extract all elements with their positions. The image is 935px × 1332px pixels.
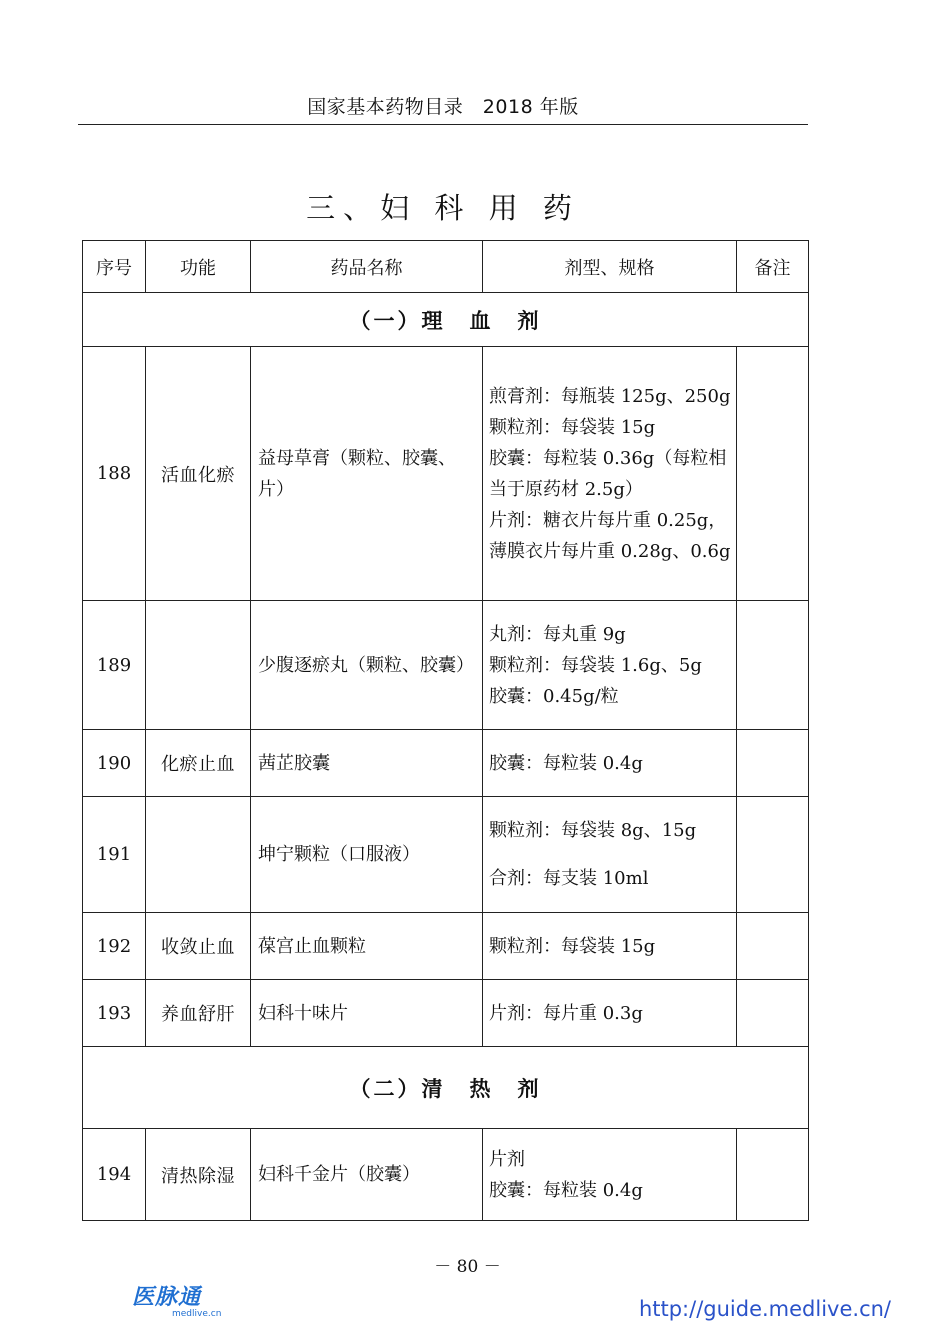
row-note [737, 730, 809, 797]
row-function [146, 601, 251, 730]
column-header-remarks: 备注 [737, 241, 809, 293]
row-spec [483, 730, 737, 797]
row-number: 189 [83, 601, 146, 730]
header-divider [78, 124, 808, 125]
row-drug-name: 坤宁颗粒（口服液） [251, 797, 483, 913]
column-header-number: 序号 [83, 241, 146, 293]
row-note [737, 601, 809, 730]
table-row [83, 797, 809, 913]
row-note [737, 913, 809, 980]
page-number: － 80 － [434, 1257, 501, 1277]
column-header-function: 功能 [146, 241, 251, 293]
row-spec [483, 601, 737, 730]
row-number: 192 [83, 913, 146, 980]
spec-line: 胶囊：每粒装 0.4g [489, 1179, 643, 1201]
row-function: 活血化瘀 [146, 347, 251, 601]
spec-line: 胶囊：每粒装 0.4g [489, 752, 643, 774]
row-number: 191 [83, 797, 146, 913]
column-header-dosage-spec: 剂型、规格 [483, 241, 737, 293]
table-row [83, 601, 809, 730]
row-spec [483, 913, 737, 980]
medlive-logo [132, 1280, 252, 1324]
table-row [83, 980, 809, 1047]
row-drug-name: 茜芷胶囊 [251, 730, 483, 797]
spec-line: 丸剂：每丸重 9g [489, 623, 626, 645]
spec-line: 颗粒剂：每袋装 15g [489, 935, 656, 957]
row-number: 190 [83, 730, 146, 797]
spec-line: 胶囊：0.45g/粒 [489, 685, 619, 707]
row-drug-name: 妇科千金片（胶囊） [251, 1129, 483, 1221]
spec-line: 颗粒剂：每袋装 1.6g、5g [489, 654, 702, 676]
spec-line: 片剂：每片重 0.3g [489, 1002, 643, 1024]
table-row [83, 730, 809, 797]
table-row [83, 913, 809, 980]
row-drug-name: 益母草膏（颗粒、胶囊、片） [251, 347, 483, 601]
row-note [737, 797, 809, 913]
row-note [737, 980, 809, 1047]
spec-line: 颗粒剂：每袋装 8g、15g [489, 820, 697, 841]
row-function: 养血舒肝 [146, 980, 251, 1047]
spec-line: 煎膏剂：每瓶装 125g、250g [489, 385, 731, 407]
row-drug-name: 少腹逐瘀丸（颗粒、胶囊） [251, 601, 483, 730]
row-function: 化瘀止血 [146, 730, 251, 797]
group-row [83, 1047, 809, 1129]
row-note [737, 347, 809, 601]
table-row [83, 1129, 809, 1221]
spec-line: 颗粒剂：每袋装 15g [489, 416, 656, 438]
row-function [146, 797, 251, 913]
row-function: 清热除湿 [146, 1129, 251, 1221]
document-header: 国家基本药物目录 2018 年版 [307, 96, 579, 118]
drug-table [82, 240, 809, 1221]
group-row [83, 293, 809, 347]
row-number: 188 [83, 347, 146, 601]
footer-url-link[interactable]: http://guide.medlive.cn/ [638, 1297, 891, 1321]
row-note [737, 1129, 809, 1221]
spec-line: 合剂：每支装 10ml [489, 868, 649, 889]
row-spec [483, 797, 737, 913]
row-drug-name: 葆宫止血颗粒 [251, 913, 483, 980]
spec-line: 片剂：糖衣片每片重 0.25g，薄膜衣片每片重 0.28g、0.6g [489, 509, 731, 562]
row-function: 收敛止血 [146, 913, 251, 980]
column-header-drug-name: 药品名称 [251, 241, 483, 293]
spec-line: 片剂 [489, 1148, 525, 1170]
group-heading-blood-regulating: （一）理 血 剂 [83, 293, 809, 347]
row-spec [483, 1129, 737, 1221]
row-number: 193 [83, 980, 146, 1047]
logo-text: 医脉通 [132, 1285, 202, 1310]
row-number: 194 [83, 1129, 146, 1221]
logo-subtext: medlive.cn [172, 1309, 222, 1319]
section-title: 三、妇 科 用 药 [306, 191, 580, 225]
row-spec [483, 347, 737, 601]
row-spec [483, 980, 737, 1047]
row-drug-name: 妇科十味片 [251, 980, 483, 1047]
table-header-row [83, 241, 809, 293]
group-heading-heat-clearing: （二）清 热 剂 [83, 1047, 809, 1129]
table-row [83, 347, 809, 601]
spec-line: 胶囊：每粒装 0.36g（每粒相当于原药材 2.5g） [489, 447, 727, 500]
